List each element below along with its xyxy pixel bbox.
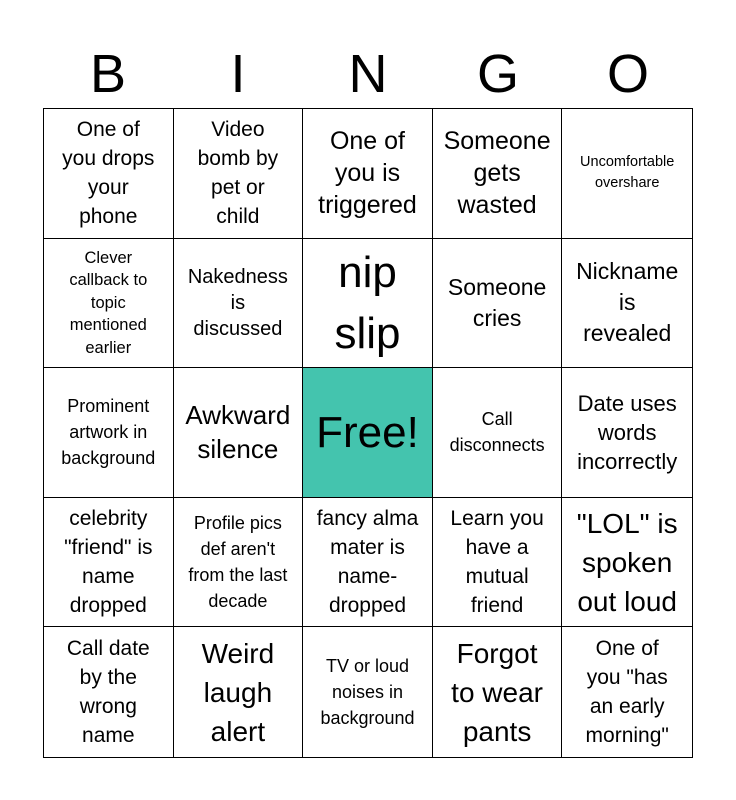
bingo-cell-r5-c5[interactable] <box>562 627 692 757</box>
cell-text: One of you drops your phone <box>62 118 155 229</box>
cell-text: Someone gets wasted <box>443 127 551 220</box>
bingo-cell-r1-c1[interactable] <box>44 109 174 239</box>
header-letter-g: G <box>476 44 519 104</box>
bingo-cell-r5-c4[interactable] <box>433 627 563 757</box>
header-letter-i: I <box>230 44 246 104</box>
bingo-cell-r1-c4[interactable] <box>433 109 563 239</box>
cell-text: Awkward silence <box>185 400 291 465</box>
bingo-cell-r2-c2[interactable] <box>174 239 304 369</box>
cell-text: celebrity "friend" is name dropped <box>64 507 153 618</box>
cell-text: TV or loud noises in background <box>320 656 415 729</box>
cell-text: One of you is triggered <box>318 127 417 220</box>
cell-text: nip slip <box>334 247 401 358</box>
header-letter-b: B <box>89 44 127 104</box>
bingo-header <box>43 40 693 108</box>
bingo-cell-r2-c3[interactable] <box>303 239 433 369</box>
bingo-cell-r2-c5[interactable] <box>562 239 692 369</box>
cell-text: Learn you have a mutual friend <box>450 507 544 618</box>
bingo-cell-r5-c1[interactable] <box>44 627 174 757</box>
cell-text: Date uses words incorrectly <box>577 390 678 474</box>
bingo-cell-r1-c2[interactable] <box>174 109 304 239</box>
header-letter-n: N <box>348 44 388 104</box>
bingo-cell-r3-c5[interactable] <box>562 368 692 498</box>
cell-text: Someone cries <box>447 273 547 331</box>
bingo-cell-r3-c4[interactable] <box>433 368 563 498</box>
bingo-cell-r5-c2[interactable] <box>174 627 304 757</box>
cell-text: fancy alma mater is name- dropped <box>316 507 419 618</box>
cell-text: Clever callback to topic mentioned earlier <box>69 248 148 357</box>
cell-text: Uncomfortable overshare <box>580 154 675 192</box>
bingo-cell-r4-c4[interactable] <box>433 498 563 628</box>
bingo-cell-free-space[interactable] <box>303 368 433 498</box>
bingo-cell-r4-c5[interactable] <box>562 498 692 628</box>
cell-text: Call disconnects <box>449 409 545 456</box>
bingo-cell-r2-c4[interactable] <box>433 239 563 369</box>
bingo-cell-r3-c2[interactable] <box>174 368 304 498</box>
bingo-cell-r1-c5[interactable] <box>562 109 692 239</box>
free-space-label: Free! <box>316 407 419 457</box>
cell-text: One of you "has an early morning" <box>585 637 669 748</box>
cell-text: Call date by the wrong name <box>66 637 150 748</box>
cell-text: Forgot to wear pants <box>451 637 543 747</box>
bingo-cell-r4-c3[interactable] <box>303 498 433 628</box>
bingo-cell-r4-c1[interactable] <box>44 498 174 628</box>
header-letter-o: O <box>606 44 649 104</box>
bingo-cell-r5-c3[interactable] <box>303 627 433 757</box>
bingo-cell-r4-c2[interactable] <box>174 498 304 628</box>
bingo-card-grid <box>43 108 693 758</box>
cell-text: "LOL" is spoken out loud <box>576 507 678 617</box>
cell-text: Nickname is revealed <box>576 258 679 347</box>
bingo-cell-r2-c1[interactable] <box>44 239 174 369</box>
bingo-cell-r3-c1[interactable] <box>44 368 174 498</box>
cell-text: Prominent artwork in background <box>61 396 156 469</box>
cell-text: Video bomb by pet or child <box>197 118 279 229</box>
cell-text: Nakedness is discussed <box>187 265 288 340</box>
bingo-cell-r1-c3[interactable] <box>303 109 433 239</box>
cell-text: Weird laugh alert <box>201 637 275 747</box>
cell-text: Profile pics def aren't from the last decade <box>188 513 288 612</box>
